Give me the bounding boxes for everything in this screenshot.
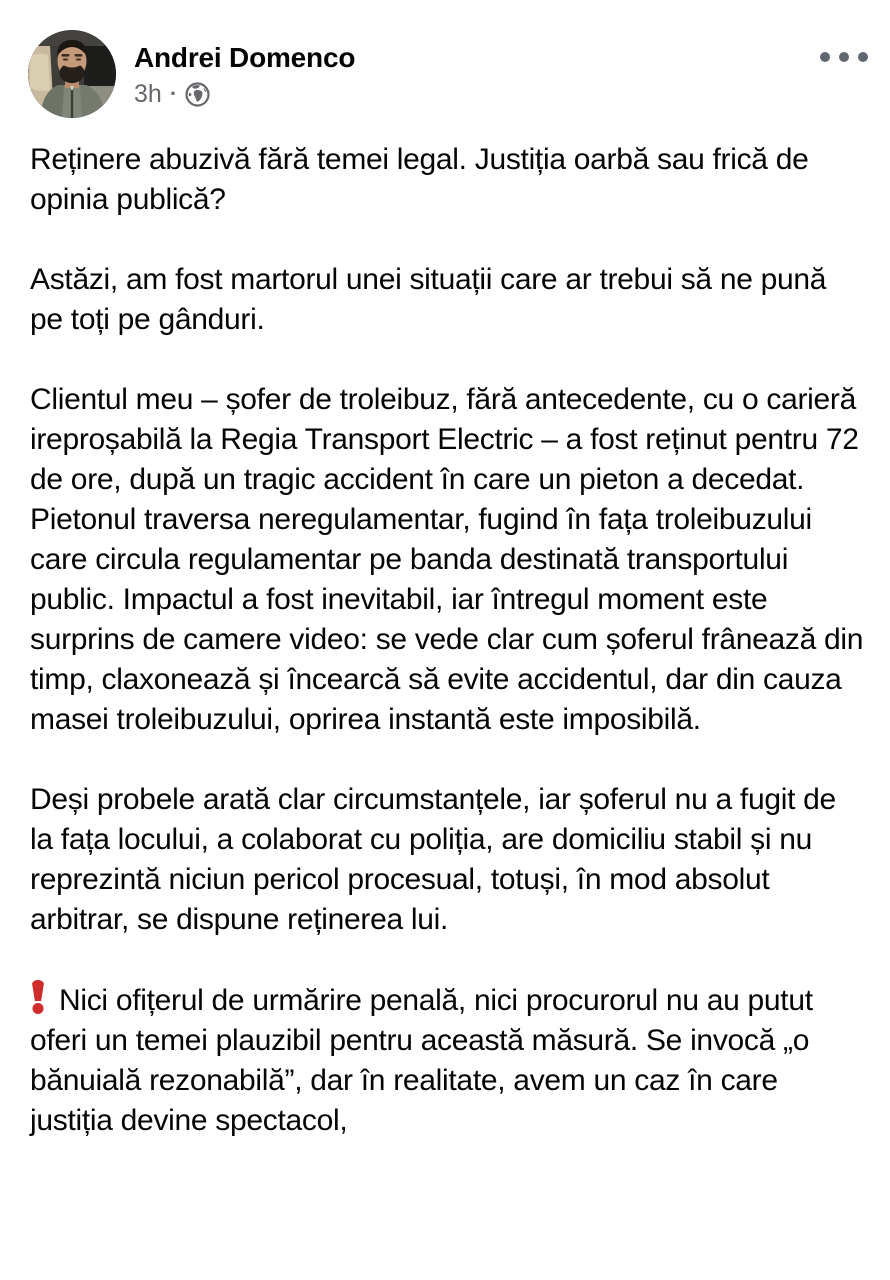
avatar[interactable] (28, 30, 116, 118)
post-text (0, 118, 890, 1141)
dot-icon (839, 52, 849, 62)
red-exclamation-icon (30, 980, 46, 1014)
post-paragraph: Reținere abuzivă fără temei legal. Justiția oarbă sau frică de opinia publică? (30, 143, 809, 216)
post-paragraph: Clientul meu – șofer de troleibuz, fără antecedente, cu o carieră ireproșabilă la Regia Transport Electric – a fost reținut pentru 72 de ore, după un tragic accident în care un pieton a decedat. Pietonul traversa neregulamentar, fugind în fața troleibuzului care circula regulamentar pe banda destinată transportului public. Impactul a fost inevitabil, iar întregul moment este surprins de camere video: se vede clar cum șoferul frânează din timp, claxonează și încearcă să evite accidentul, dar din cauza masei troleibuzului, oprirea instantă este imposibilă. (30, 383, 864, 736)
post-paragraph: Nici ofițerul de urmărire penală, nici procurorul nu au putut oferi un temei plauzibil pentru această măsură. Se invocă „o bănuială rezonabilă”, dar în realitate, avem un caz în care justiția devine spectacol, (30, 980, 866, 1141)
meta-separator: · (169, 81, 178, 106)
dot-icon (820, 52, 830, 62)
post-header (0, 0, 890, 118)
dot-icon (858, 52, 868, 62)
author-name[interactable]: Andrei Domenco (134, 42, 356, 73)
more-options-button[interactable] (812, 44, 876, 70)
globe-public-icon (185, 82, 210, 107)
post-meta (134, 80, 355, 108)
post-paragraph: Astăzi, am fost martorul unei situații care ar trebui să ne pună pe toți pe gânduri. (30, 263, 827, 336)
timestamp[interactable]: 3h (134, 80, 162, 108)
avatar-image (28, 30, 116, 118)
post-paragraph: Deși probele arată clar circumstanțele, iar șoferul nu a fugit de la fața locului, a colaborat cu poliția, are domiciliu stabil și nu reprezintă niciun pericol procesual, totuși, în mod absolut arbitrar, se dispune reținerea lui. (30, 783, 836, 936)
header-text (134, 30, 355, 108)
